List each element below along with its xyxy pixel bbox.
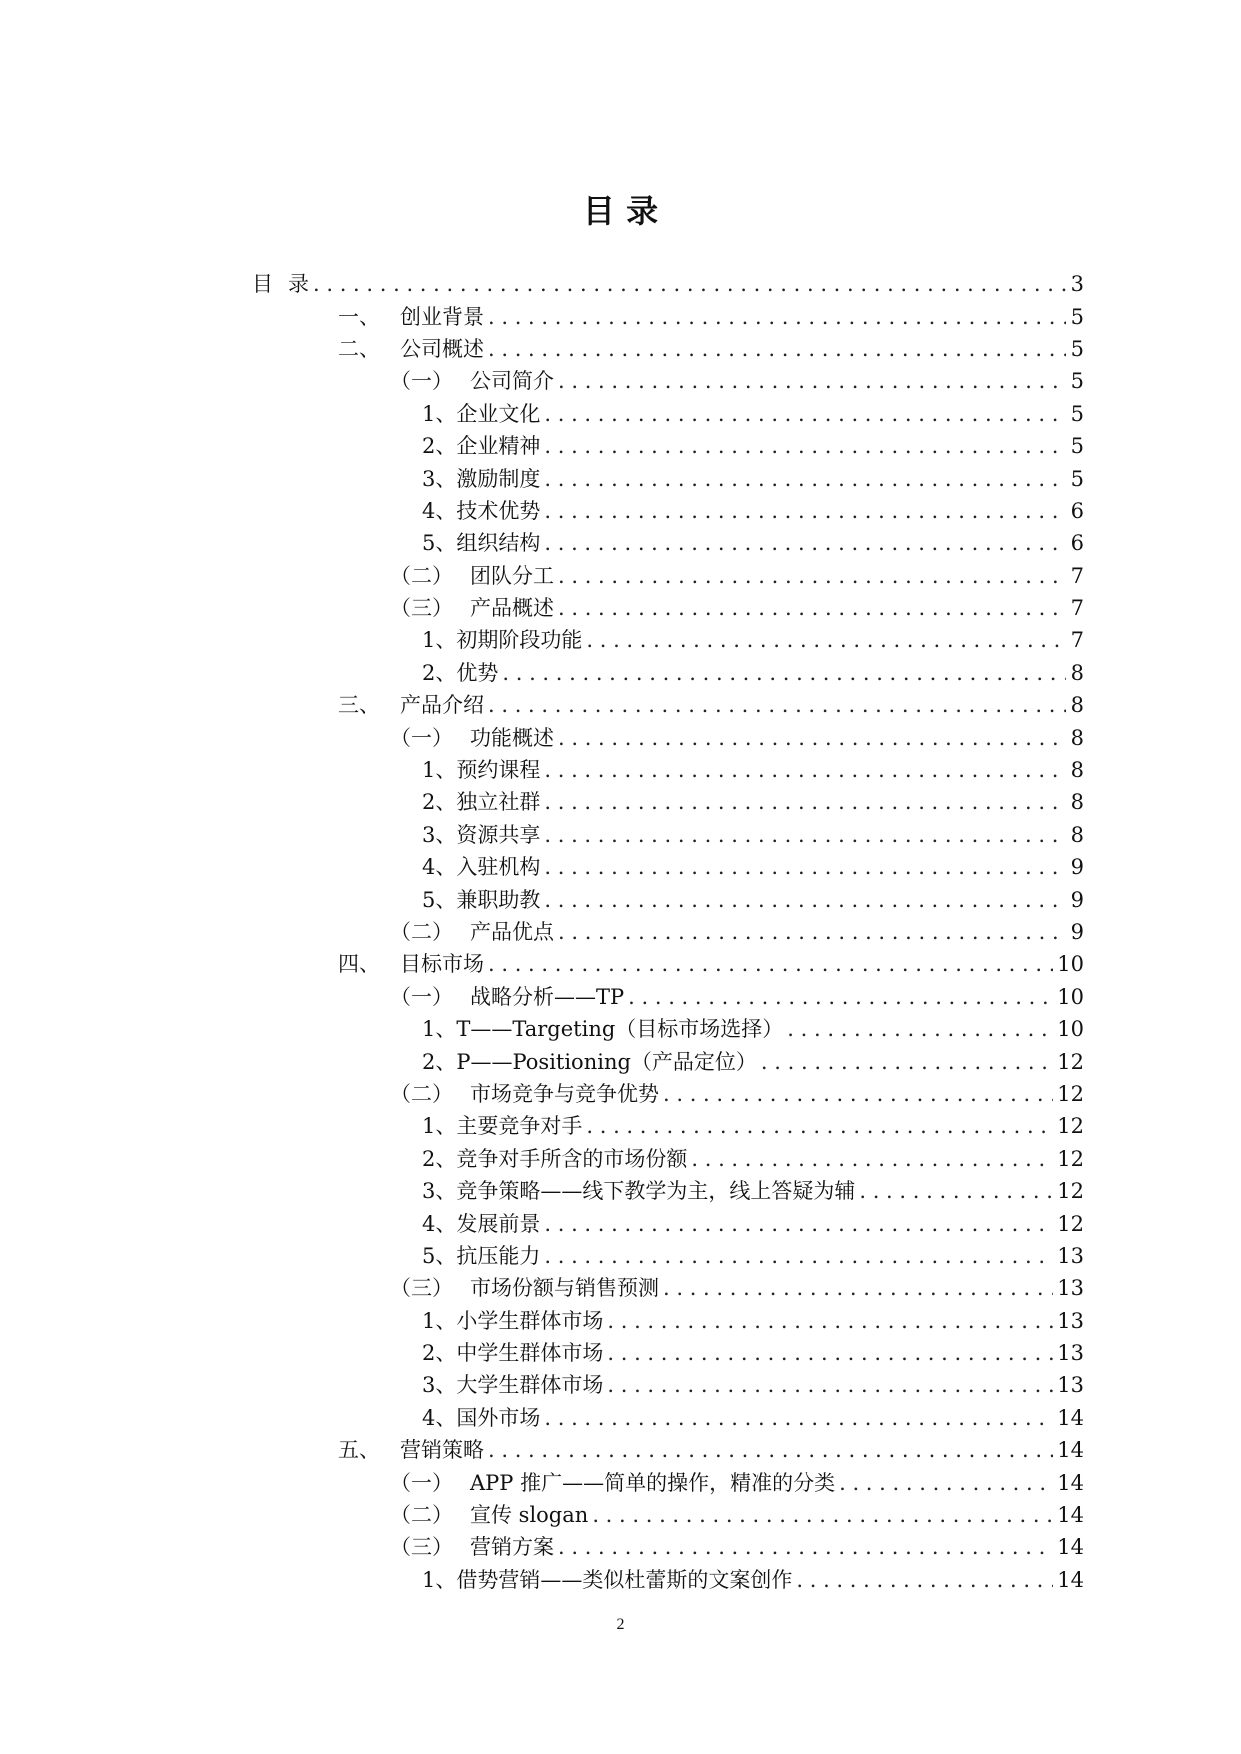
toc-entry-page: 9 — [1070, 887, 1084, 912]
toc-leader-dots — [544, 430, 1066, 462]
toc-entry[interactable] — [252, 1272, 1084, 1304]
toc-entry[interactable] — [252, 495, 1084, 527]
toc-entry-page: 14 — [1057, 1405, 1084, 1430]
toc-leader-dots — [544, 754, 1066, 786]
toc-entry-page: 12 — [1057, 1211, 1084, 1236]
toc-entry-page: 5 — [1070, 336, 1084, 361]
toc-entry-label: 2、独立社群 — [422, 790, 541, 815]
toc-entry-label: 3、竞争策略——线下教学为主，线上答疑为辅 — [422, 1179, 856, 1204]
toc-entry-label: 1、借势营销——类似杜蕾斯的文案创作 — [422, 1567, 793, 1592]
toc-entry-page: 7 — [1070, 563, 1084, 588]
toc-leader-dots — [628, 981, 1053, 1013]
toc-leader-dots — [586, 624, 1066, 656]
toc-entry[interactable] — [252, 1564, 1084, 1596]
toc-entry[interactable] — [252, 398, 1084, 430]
toc-entry-page: 5 — [1070, 369, 1084, 394]
toc-entry-page: 8 — [1070, 758, 1084, 783]
page-title: 目 录 — [582, 192, 659, 230]
toc-leader-dots — [787, 1013, 1053, 1045]
toc-entry-page: 14 — [1057, 1535, 1084, 1560]
toc-entry[interactable] — [252, 1207, 1084, 1239]
toc-entry[interactable] — [252, 560, 1084, 592]
page-number: 2 — [616, 1616, 625, 1633]
toc-entry-label: 5、兼职助教 — [422, 887, 541, 912]
toc-entry-label: 公司简介 — [470, 369, 554, 394]
toc-entry[interactable] — [252, 721, 1084, 753]
toc-entry-page: 5 — [1070, 466, 1084, 491]
toc-leader-dots — [544, 819, 1066, 851]
toc-entry-label: 市场份额与销售预测 — [470, 1276, 659, 1301]
toc-leader-dots — [544, 495, 1066, 527]
toc-leader-dots — [544, 398, 1066, 430]
toc-entry[interactable] — [252, 819, 1084, 851]
toc-entry[interactable] — [252, 1466, 1084, 1498]
toc-entry-page: 14 — [1057, 1503, 1084, 1528]
toc-leader-dots — [839, 1467, 1053, 1499]
toc-entry-label: 产品概述 — [470, 596, 554, 621]
toc-entry-page: 5 — [1070, 401, 1084, 426]
toc-entry[interactable] — [252, 1499, 1084, 1531]
toc-leader-dots — [544, 1240, 1053, 1272]
toc-entry[interactable] — [252, 1045, 1084, 1077]
toc-entry-label: 目标市场 — [400, 952, 484, 977]
toc-entry[interactable] — [252, 1402, 1084, 1434]
toc-leader-dots — [544, 884, 1066, 916]
toc-entry[interactable] — [252, 1305, 1084, 1337]
toc-entry[interactable] — [252, 1369, 1084, 1401]
toc-entry[interactable] — [252, 365, 1084, 397]
toc-entry-label: 营销策略 — [400, 1438, 484, 1463]
toc-leader-dots — [544, 1402, 1053, 1434]
toc-leader-dots — [859, 1175, 1053, 1207]
toc-entry-label: 5、抗压能力 — [422, 1243, 541, 1268]
toc-leader-dots — [488, 948, 1053, 980]
toc-entry[interactable] — [252, 689, 1084, 721]
toc-entry-label: 2、P——Positioning（产品定位） — [422, 1049, 757, 1074]
toc-entry-number: 一、 — [338, 304, 380, 329]
toc-entry-label: 1、预约课程 — [422, 758, 541, 783]
toc-entry-label: 1、初期阶段功能 — [422, 628, 583, 653]
toc-leader-dots — [592, 1499, 1053, 1531]
toc-entry-label: 4、国外市场 — [422, 1405, 541, 1430]
toc-entry-number: 目 — [252, 272, 273, 297]
toc-leader-dots — [544, 786, 1066, 818]
toc-entry[interactable] — [252, 883, 1084, 915]
toc-leader-dots — [607, 1337, 1053, 1369]
toc-entry-number: （一） — [390, 369, 453, 394]
toc-leader-dots — [558, 592, 1066, 624]
toc-entry-number: （一） — [390, 725, 453, 750]
toc-entry-label: 2、中学生群体市场 — [422, 1341, 604, 1366]
toc-entry[interactable] — [252, 592, 1084, 624]
toc-entry[interactable] — [252, 851, 1084, 883]
toc-entry-page: 9 — [1070, 855, 1084, 880]
toc-leader-dots — [586, 1110, 1053, 1142]
toc-entry-number: 三、 — [338, 693, 380, 718]
toc-leader-dots — [607, 1305, 1053, 1337]
toc-entry-page: 12 — [1057, 1049, 1084, 1074]
toc-entry-label: APP 推广——简单的操作，精准的分类 — [470, 1470, 836, 1495]
toc-entry-number: （三） — [390, 1276, 453, 1301]
toc-entry-page: 8 — [1070, 693, 1084, 718]
toc-entry-number: 四、 — [338, 952, 380, 977]
toc-entry-page: 13 — [1057, 1243, 1084, 1268]
toc-leader-dots — [544, 527, 1066, 559]
toc-entry-label: 2、竞争对手所含的市场份额 — [422, 1146, 688, 1171]
toc-entry-page: 7 — [1070, 596, 1084, 621]
toc-entry-label: 3、激励制度 — [422, 466, 541, 491]
toc-entry[interactable] — [252, 300, 1084, 332]
toc-entry-label: 市场竞争与竞争优势 — [470, 1081, 659, 1106]
toc-entry[interactable] — [252, 916, 1084, 948]
toc-entry-number: （二） — [390, 1503, 453, 1528]
toc-leader-dots — [558, 1531, 1053, 1563]
toc-leader-dots — [691, 1143, 1053, 1175]
toc-leader-dots — [544, 851, 1066, 883]
toc-entry-label: 创业背景 — [400, 304, 484, 329]
toc-leader-dots — [488, 301, 1066, 333]
toc-entry-label: 战略分析——TP — [470, 984, 625, 1009]
toc-entry-page: 12 — [1057, 1146, 1084, 1171]
toc-entry-number: （三） — [390, 1535, 453, 1560]
toc-leader-dots — [544, 463, 1066, 495]
toc-entry[interactable] — [252, 786, 1084, 818]
toc-entry-page: 10 — [1057, 1017, 1084, 1042]
toc-leader-dots — [558, 365, 1066, 397]
toc-entry-label: 功能概述 — [470, 725, 554, 750]
toc-leader-dots — [558, 916, 1066, 948]
toc-entry-page: 8 — [1070, 822, 1084, 847]
toc-entry-label: 1、企业文化 — [422, 401, 541, 426]
toc-entry-number: （二） — [390, 920, 453, 944]
toc-entry[interactable] — [252, 981, 1084, 1013]
toc-leader-dots — [796, 1564, 1053, 1596]
toc-leader-dots — [544, 1208, 1053, 1240]
toc-entry-page: 9 — [1070, 920, 1084, 944]
toc-leader-dots — [558, 560, 1066, 592]
toc-entry-label: 4、发展前景 — [422, 1211, 541, 1236]
toc-entry-label: 录 — [288, 272, 309, 297]
toc-entry-page: 13 — [1057, 1373, 1084, 1398]
table-of-contents — [252, 268, 1084, 1596]
toc-entry-label: 营销方案 — [470, 1535, 554, 1560]
toc-entry[interactable] — [252, 1434, 1084, 1466]
toc-entry-page: 10 — [1057, 952, 1084, 977]
toc-entry-number: 五、 — [338, 1438, 380, 1463]
toc-entry[interactable] — [252, 624, 1084, 656]
toc-entry[interactable] — [252, 1078, 1084, 1110]
toc-entry[interactable] — [252, 1110, 1084, 1142]
toc-entry-page: 12 — [1057, 1179, 1084, 1204]
toc-entry-label: 2、优势 — [422, 660, 499, 685]
toc-entry-number: （二） — [390, 1081, 453, 1106]
toc-entry-page: 6 — [1070, 498, 1084, 523]
toc-entry-page: 10 — [1057, 984, 1084, 1009]
toc-entry-label: 4、入驻机构 — [422, 855, 541, 880]
toc-entry-page: 14 — [1057, 1567, 1084, 1592]
toc-leader-dots — [488, 333, 1066, 365]
toc-entry-number: （二） — [390, 563, 453, 588]
toc-entry[interactable] — [252, 1013, 1084, 1045]
toc-entry[interactable] — [252, 527, 1084, 559]
toc-entry[interactable] — [252, 948, 1084, 980]
toc-entry-page: 12 — [1057, 1081, 1084, 1106]
toc-leader-dots — [558, 722, 1066, 754]
toc-entry[interactable] — [252, 333, 1084, 365]
toc-entry-page: 8 — [1070, 725, 1084, 750]
toc-entry[interactable] — [252, 1143, 1084, 1175]
toc-entry-label: 3、大学生群体市场 — [422, 1373, 604, 1398]
toc-entry-label: 团队分工 — [470, 563, 554, 588]
toc-leader-dots — [313, 268, 1066, 300]
toc-entry-page: 3 — [1070, 272, 1084, 297]
toc-entry-label: 1、小学生群体市场 — [422, 1308, 604, 1333]
toc-entry-label: 公司概述 — [400, 336, 484, 361]
toc-leader-dots — [761, 1046, 1053, 1078]
toc-entry-label: 1、主要竞争对手 — [422, 1114, 583, 1139]
toc-entry-label: 3、资源共享 — [422, 822, 541, 847]
toc-entry[interactable] — [252, 754, 1084, 786]
toc-entry-page: 14 — [1057, 1470, 1084, 1495]
toc-entry-page: 13 — [1057, 1276, 1084, 1301]
toc-entry-number: （一） — [390, 984, 453, 1009]
toc-entry-number: 二、 — [338, 336, 380, 361]
toc-entry-label: 5、组织结构 — [422, 531, 541, 556]
toc-entry-label: 1、T——Targeting（目标市场选择） — [422, 1017, 784, 1042]
toc-entry-number: （三） — [390, 596, 453, 621]
toc-entry-page: 5 — [1070, 434, 1084, 459]
toc-leader-dots — [488, 689, 1066, 721]
toc-entry-label: 产品优点 — [470, 920, 554, 944]
toc-leader-dots — [502, 657, 1066, 689]
toc-entry-page: 8 — [1070, 660, 1084, 685]
toc-entry[interactable] — [252, 1175, 1084, 1207]
toc-entry[interactable] — [252, 268, 1084, 300]
toc-entry-page: 8 — [1070, 790, 1084, 815]
toc-entry-page: 5 — [1070, 304, 1084, 329]
toc-entry-page: 6 — [1070, 531, 1084, 556]
toc-entry[interactable] — [252, 1337, 1084, 1369]
toc-entry[interactable] — [252, 462, 1084, 494]
toc-leader-dots — [663, 1272, 1053, 1304]
toc-entry[interactable] — [252, 657, 1084, 689]
toc-entry-page: 13 — [1057, 1308, 1084, 1333]
toc-entry-label: 宣传 slogan — [470, 1503, 589, 1528]
toc-entry-page: 14 — [1057, 1438, 1084, 1463]
toc-entry[interactable] — [252, 430, 1084, 462]
toc-entry-label: 4、技术优势 — [422, 498, 541, 523]
toc-entry-label: 产品介绍 — [400, 693, 484, 718]
toc-leader-dots — [663, 1078, 1053, 1110]
toc-entry-page: 7 — [1070, 628, 1084, 653]
toc-entry-page: 13 — [1057, 1341, 1084, 1366]
toc-leader-dots — [607, 1369, 1053, 1401]
toc-leader-dots — [488, 1434, 1053, 1466]
toc-entry-number: （一） — [390, 1470, 453, 1495]
toc-entry[interactable] — [252, 1240, 1084, 1272]
toc-entry-page: 12 — [1057, 1114, 1084, 1139]
toc-entry[interactable] — [252, 1531, 1084, 1563]
toc-entry-label: 2、企业精神 — [422, 434, 541, 459]
